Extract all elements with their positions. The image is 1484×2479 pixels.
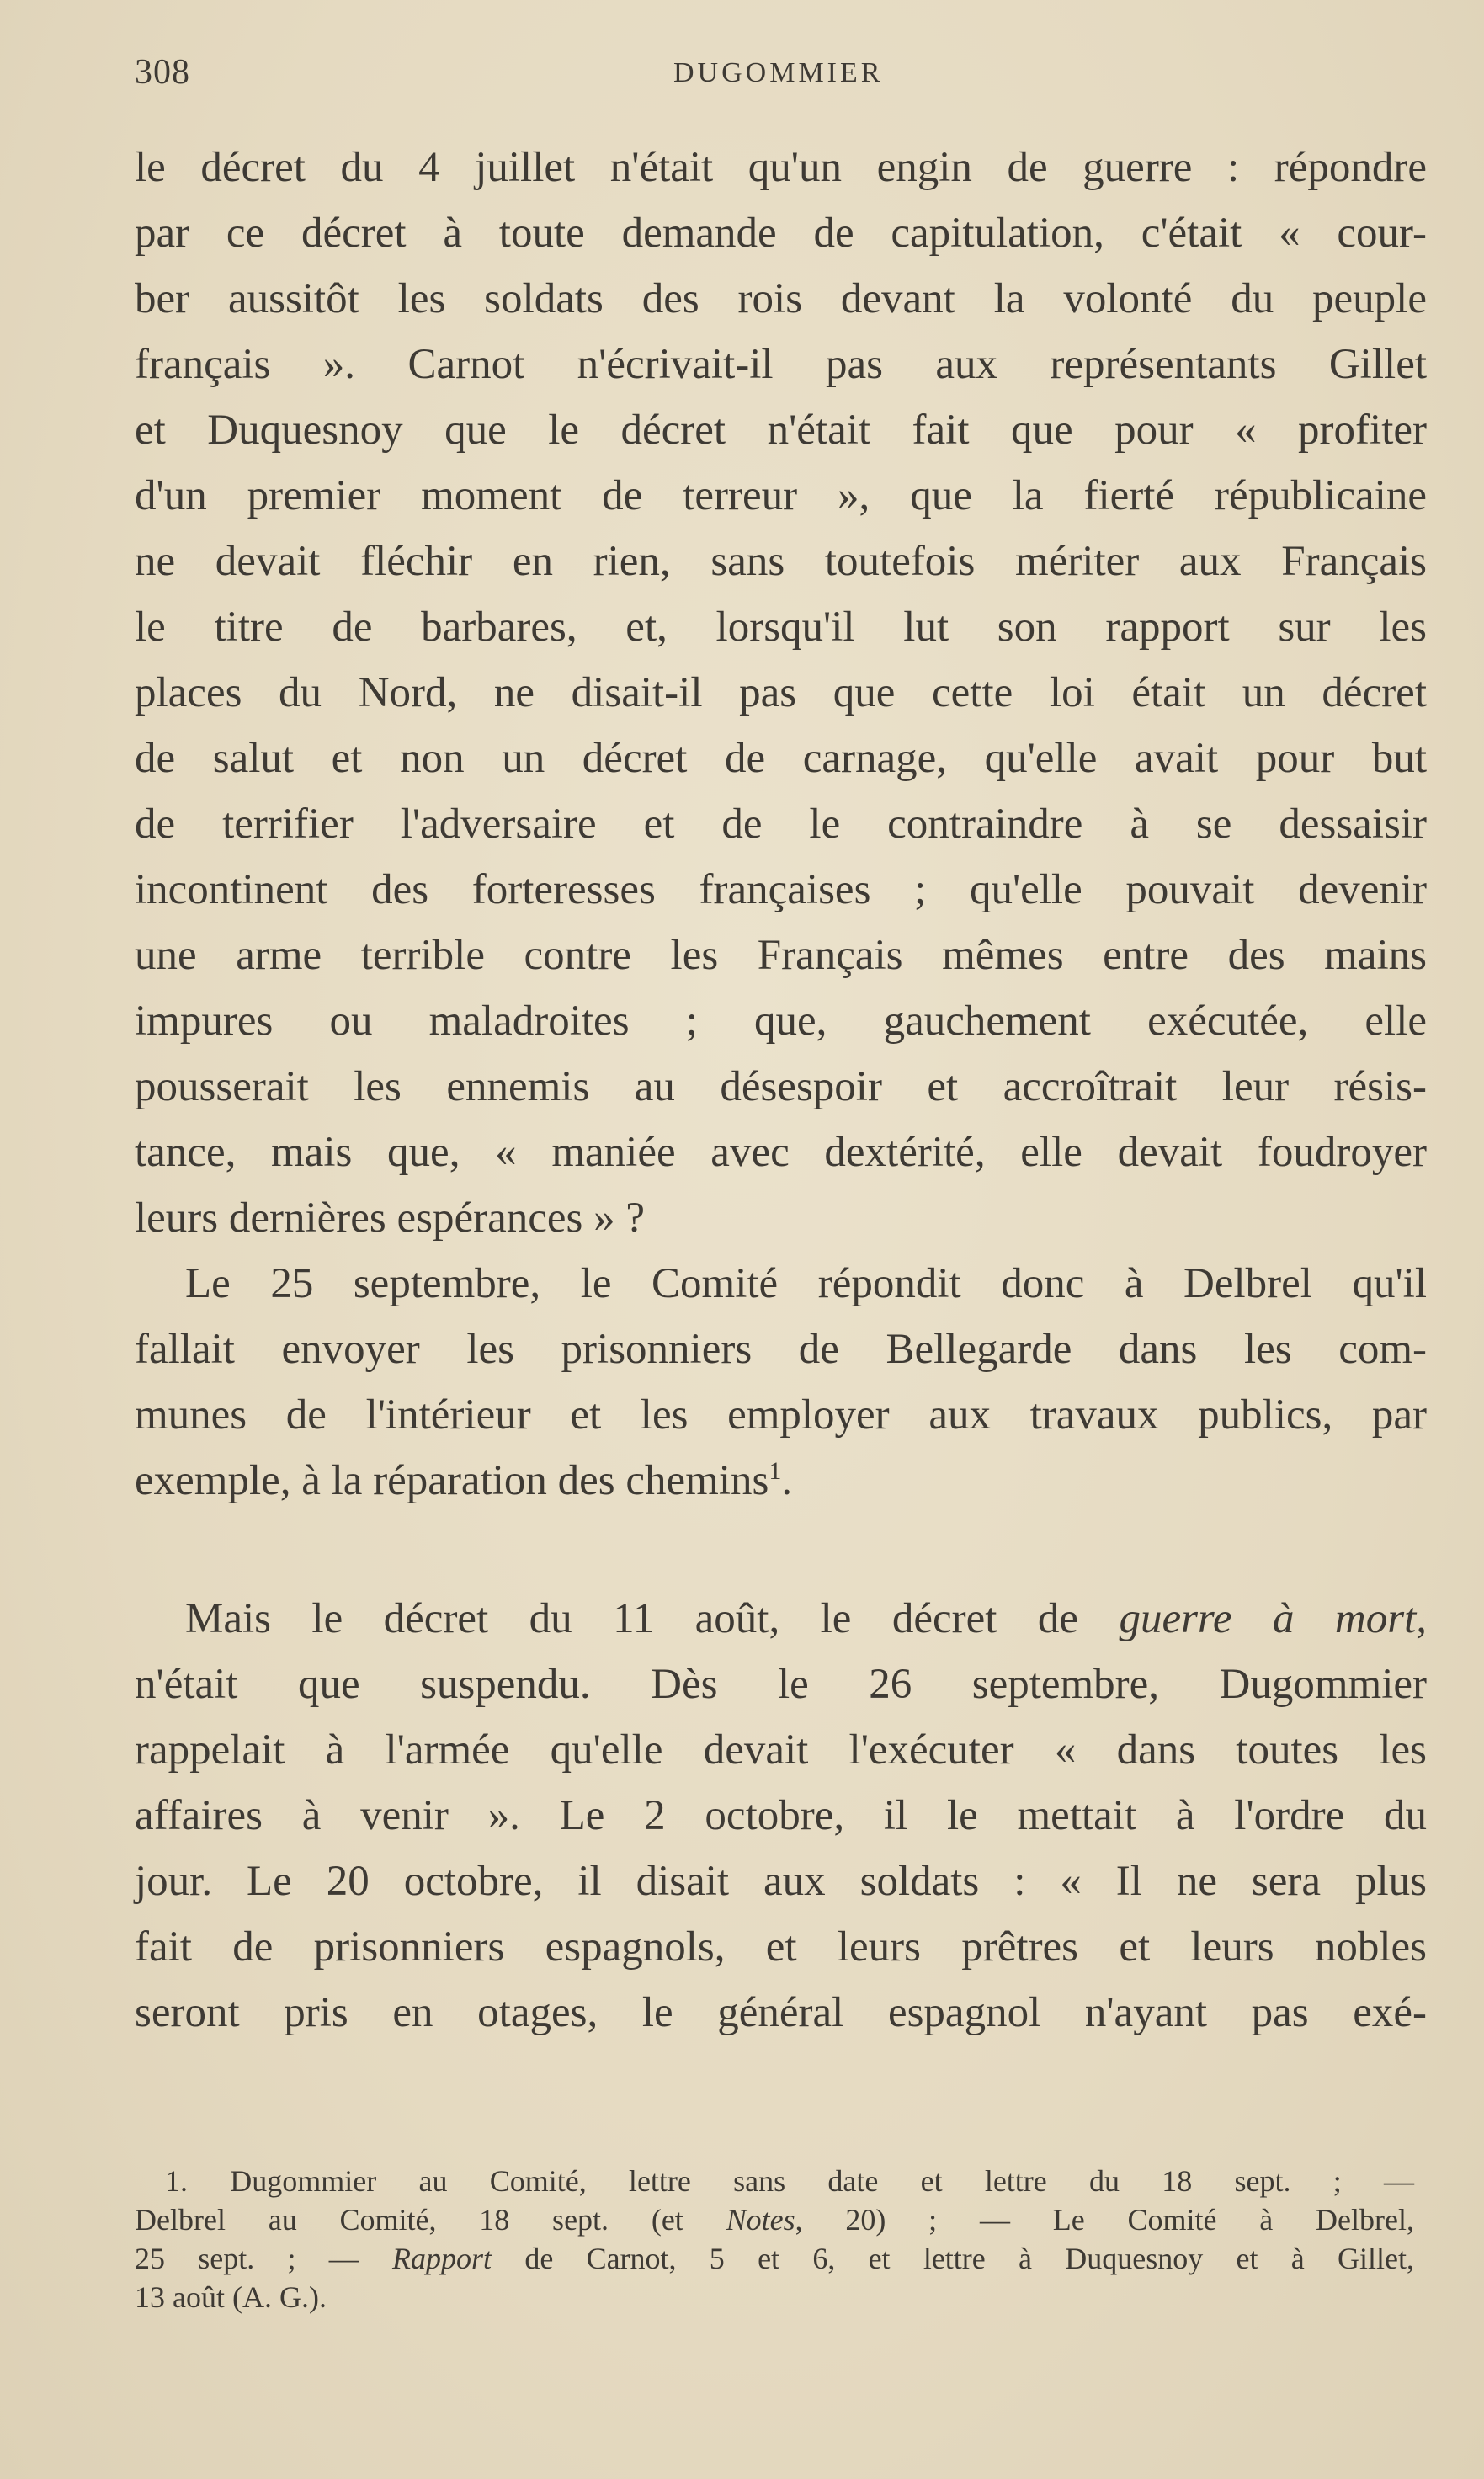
text-line: [135, 1586, 1427, 1652]
footnote-line: [135, 2239, 1414, 2278]
text-line: n'était que suspendu. Dès le 26 septembre, Dugommier: [135, 1661, 1427, 1708]
page-number: 308: [135, 53, 190, 92]
text-line: ne devait fléchir en rien, sans toutefois mériter aux Français: [135, 538, 1427, 585]
text-segment: , 20) ; — Le Comité à Delbrel,: [795, 2203, 1414, 2237]
text-line: de terrifier l'adversaire et de le contraindre à se dessaisir: [135, 801, 1427, 848]
text-line: le décret du 4 juillet n'était qu'un engin de guerre : répondre: [135, 144, 1427, 191]
paragraph-3: [135, 1586, 1427, 2045]
text-line: Le 25 septembre, le Comité répondit donc à Delbrel qu'il: [185, 1260, 1427, 1307]
text-segment: 25 sept. ; —: [135, 2242, 393, 2275]
running-head: DUGOMMIER: [673, 57, 884, 88]
italic-phrase: guerre à mort,: [1119, 1595, 1427, 1642]
text-line: et Duquesnoy que le décret n'était fait que pour « profiter: [135, 407, 1427, 454]
text-line: [135, 1448, 1427, 1513]
text-line: d'un premier moment de terreur », que la fierté républicaine: [135, 472, 1427, 519]
section-gap: [135, 1513, 1427, 1586]
text-line: munes de l'intérieur et les employer aux travaux publics, par: [135, 1391, 1427, 1439]
text-line: seront pris en otages, le général espagnol n'ayant pas exé-: [135, 1989, 1427, 2036]
text-line: places du Nord, ne disait-il pas que cette loi était un décret: [135, 669, 1427, 716]
text-segment: .: [781, 1457, 793, 1504]
text-line: leurs dernières espérances » ?: [135, 1194, 646, 1242]
italic-phrase: Notes: [726, 2203, 795, 2237]
text-line: rappelait à l'armée qu'elle devait l'exécuter « dans toutes les: [135, 1726, 1427, 1774]
text-line: ber aussitôt les soldats des rois devant la volonté du peuple: [135, 275, 1427, 322]
text-line: affaires à venir ». Le 2 octobre, il le mettait à l'ordre du: [135, 1792, 1427, 1839]
text-line: jour. Le 20 octobre, il disait aux soldats : « Il ne sera plus: [135, 1858, 1427, 1905]
text-segment: Mais le décret du 11 août, le décret de: [185, 1595, 1120, 1642]
text-line: impures ou maladroites ; que, gauchement exécutée, elle: [135, 997, 1427, 1045]
text-line: le titre de barbares, et, lorsqu'il lut son rapport sur les: [135, 604, 1427, 651]
text-line: français ». Carnot n'écrivait-il pas aux représentants Gillet: [135, 341, 1427, 388]
footnote-line: 13 août (A. G.).: [135, 2280, 327, 2314]
footnote-line: [135, 2200, 1414, 2239]
text-segment: Delbrel au Comité, 18 sept. (et: [135, 2203, 726, 2237]
text-line: incontinent des forteresses françaises ; qu'elle pouvait devenir: [135, 866, 1427, 913]
footnotes: [135, 2162, 1414, 2317]
paragraph-1: [135, 135, 1427, 1251]
text-line: de salut et non un décret de carnage, qu'elle avait pour but: [135, 735, 1427, 782]
text-segment: exemple, à la réparation des chemins: [135, 1457, 769, 1504]
body-text: [135, 135, 1427, 2045]
italic-phrase: Rapport: [392, 2242, 492, 2275]
page-header: [135, 52, 1380, 103]
footnote-marker: 1: [769, 1457, 782, 1485]
footnote-line: 1. Dugommier au Comité, lettre sans date et lettre du 18 sept. ; —: [165, 2164, 1414, 2198]
text-line: fallait envoyer les prisonniers de Bellegarde dans les com-: [135, 1326, 1427, 1373]
text-line: une arme terrible contre les Français mêmes entre des mains: [135, 932, 1427, 979]
text-line: tance, mais que, « maniée avec dextérité, elle devait foudroyer: [135, 1129, 1427, 1176]
paragraph-2: [135, 1251, 1427, 1513]
text-line: par ce décret à toute demande de capitulation, c'était « cour-: [135, 210, 1427, 257]
text-line: fait de prisonniers espagnols, et leurs prêtres et leurs nobles: [135, 1923, 1427, 1971]
text-segment: de Carnot, 5 et 6, et lettre à Duquesnoy et à Gillet,: [492, 2242, 1414, 2275]
text-line: pousserait les ennemis au désespoir et accroîtrait leur résis-: [135, 1063, 1427, 1110]
